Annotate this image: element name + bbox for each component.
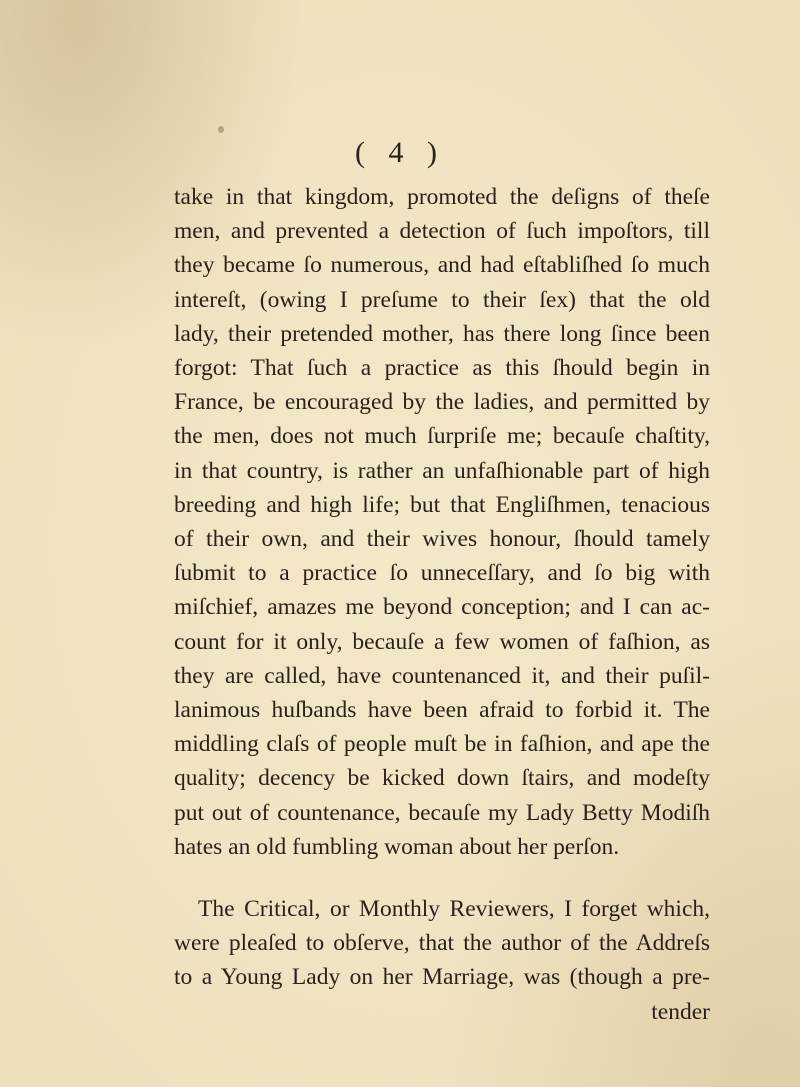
- text-line: forgot: That ſuch a practice as this ſhould begin in: [174, 355, 710, 382]
- paragraph-2: [174, 892, 710, 995]
- text-line: lady, their pretended mother, has there long ſince been: [174, 320, 710, 347]
- paragraph-1: [174, 180, 710, 864]
- text-line: put out of countenance, becauſe my Lady Betty Modiſh: [174, 799, 710, 826]
- text-line: they became ſo numerous, and had eſtabliſhed ſo much: [174, 252, 710, 279]
- page-number: ( 4 ): [355, 136, 445, 169]
- text-line: the men, does not much ſurpriſe me; becauſe chaſtity,: [174, 423, 710, 450]
- text-line: lanimous huſbands have been afraid to forbid it. The: [174, 697, 710, 724]
- text-line: in that country, is rather an unfaſhionable part of high: [174, 457, 710, 484]
- text-line: of their own, and their wives honour, ſhould tamely: [174, 526, 710, 553]
- body-text: [174, 180, 710, 1029]
- text-line: they are called, have countenanced it, and their puſil-: [174, 662, 710, 689]
- text-line: miſchief, amazes me beyond conception; and I can ac-: [174, 594, 710, 621]
- text-line: France, be encouraged by the ladies, and permitted by: [174, 389, 710, 416]
- text-line: The Critical, or Monthly Reviewers, I forget which,: [198, 896, 710, 923]
- text-line: intereſt, (owing I preſume to their ſex) that the old: [174, 286, 710, 313]
- text-line: ſubmit to a practice ſo unneceſſary, and ſo big with: [174, 560, 710, 587]
- ink-speck: [218, 126, 224, 133]
- text-line: take in that kingdom, promoted the deſigns of theſe: [174, 184, 710, 210]
- text-line: hates an old fumbling woman about her perſon.: [174, 833, 620, 860]
- catchword: tender: [651, 998, 710, 1025]
- text-line: were pleaſed to obſerve, that the author of the Addreſs: [174, 930, 710, 957]
- text-line: quality; decency be kicked down ſtairs, and modeſty: [174, 765, 710, 792]
- text-line: to a Young Lady on her Marriage, was (though a pre-: [174, 964, 710, 991]
- text-line: men, and prevented a detection of ſuch impoſtors, till: [174, 218, 710, 245]
- text-line: middling claſs of people muſt be in faſhion, and ape the: [174, 731, 710, 758]
- text-line: breeding and high life; but that Engliſhmen, tenacious: [174, 491, 710, 518]
- text-line: count for it only, becauſe a few women of faſhion, as: [174, 628, 710, 655]
- paragraph-gap: [174, 864, 710, 892]
